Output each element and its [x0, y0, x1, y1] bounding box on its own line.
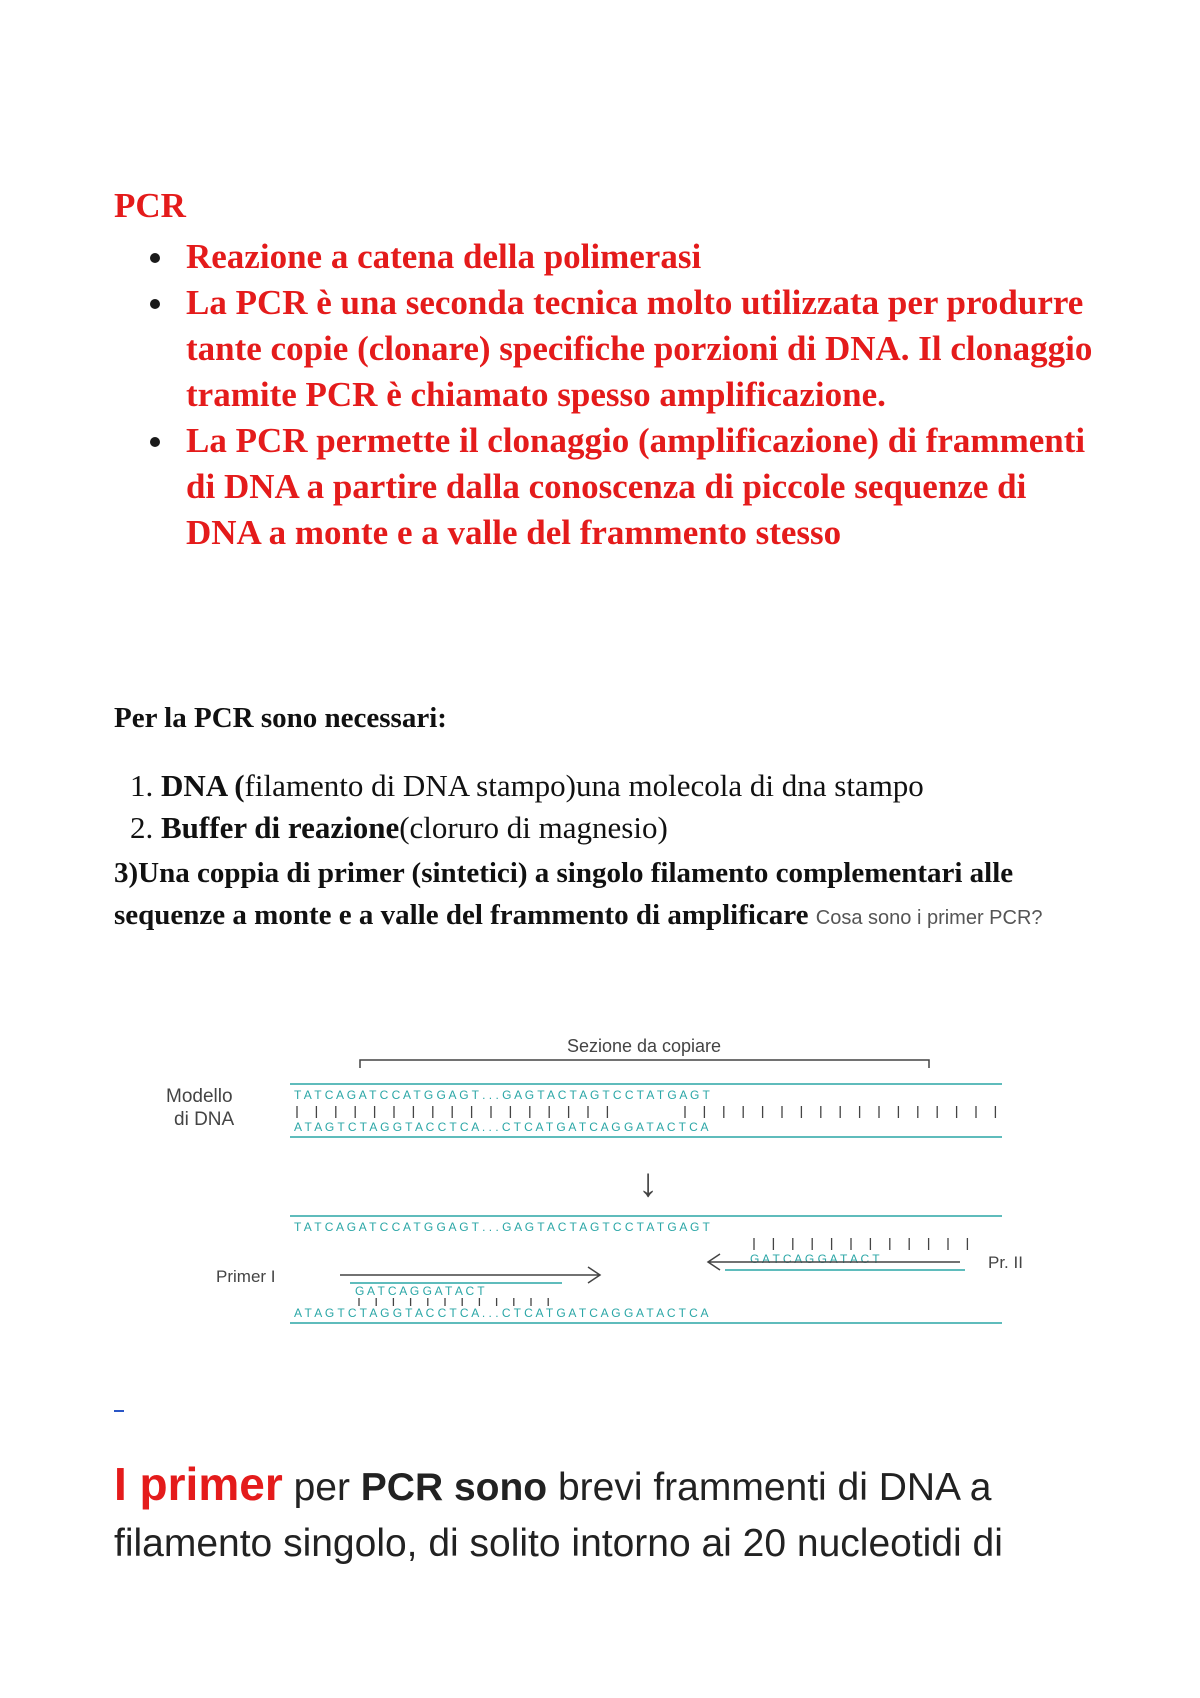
closing-bold-text: PCR sono — [360, 1466, 548, 1509]
bottom-strand-seq: A T A G T C T A G G T A C C T C A . . . C T C A T G A T C A G G A T A C T C A — [294, 1120, 709, 1134]
primer1-seq: G A T C A G G A T A C T — [355, 1284, 485, 1298]
down-arrow-icon: ↓ — [638, 1161, 658, 1205]
requirements-list — [130, 765, 1130, 849]
section-bracket — [360, 1060, 929, 1068]
primer1-base-ticks — [359, 1298, 548, 1306]
model-label: Modello — [166, 1086, 233, 1107]
primer1-label: Primer I — [216, 1267, 276, 1286]
list-item — [186, 280, 1106, 418]
primer-requirement-text: 3)Una coppia di primer (sintetici) a singolo filamento complementari alle sequenze a monte e a valle del frammento di amplificare — [114, 857, 1014, 931]
primer2-label: Pr. II — [988, 1253, 1023, 1272]
primer1-arrow-icon — [340, 1267, 600, 1283]
bullet-text: Reazione a catena della polimerasi — [186, 237, 702, 276]
item-bold: DNA ( — [161, 768, 245, 803]
pcr-bullet-list — [186, 234, 1106, 556]
primer-requirement — [114, 852, 1114, 939]
bullet-icon — [150, 437, 160, 447]
top-strand-seq: T A T C A G A T C C A T G G A G T . . . G A G T A C T A G T C C T A T G A G T — [294, 1088, 710, 1102]
closing-text: per — [282, 1466, 361, 1509]
item-text: (cloruro di magnesio) — [399, 810, 668, 845]
section-label: Sezione da copiare — [566, 1036, 722, 1056]
primer2-seq: G A T C A G G A T A C T — [750, 1252, 880, 1266]
complement-strand-seq: A T A G T C T A G G T A C C T C A . . . C T C A T G A T C A G G A T A C T C A — [294, 1306, 709, 1320]
list-item — [130, 765, 1130, 807]
primer-question: Cosa sono i primer PCR? — [815, 907, 1043, 929]
blue-dash — [114, 1410, 124, 1412]
template-strand-seq: T A T C A G A T C C A T G G A G T . . . G A G T A C T A G T C C T A T G A G T — [294, 1220, 710, 1234]
pcr-diagram — [160, 1030, 1060, 1330]
closing-paragraph — [114, 1456, 1134, 1572]
item-number: 2. — [130, 810, 154, 845]
list-item — [186, 234, 1106, 280]
bullet-text: La PCR è una seconda tecnica molto utilizzata per produrre tante copie (clonare) specifiche porzioni di DNA. Il clonaggio tramite PCR è chiamato spesso amplificazione. — [186, 283, 1093, 414]
closing-text: brevi frammenti di DNA a filamento singolo, di solito intorno ai 20 nucleotidi di — [114, 1466, 1003, 1565]
bullet-icon — [150, 299, 160, 309]
item-number: 1. — [130, 768, 154, 803]
bullet-icon — [150, 253, 160, 263]
list-item — [186, 418, 1106, 556]
item-bold: Buffer di reazione — [161, 810, 400, 845]
list-item — [130, 807, 1130, 849]
bullet-text: La PCR permette il clonaggio (amplificazione) di frammenti di DNA a partire dalla conoscenza di piccole sequenze di DNA a monte e a valle del frammento stesso — [186, 421, 1086, 552]
model-label-line2: di DNA — [174, 1109, 235, 1130]
requirements-heading: Per la PCR sono necessari: — [114, 702, 447, 734]
base-pair-ticks — [297, 1106, 995, 1118]
closing-red-text: I primer — [114, 1458, 283, 1510]
item-text: filamento di DNA stampo)una molecola di dna stampo — [244, 768, 924, 803]
page-title: PCR — [114, 186, 186, 225]
primer2-base-ticks — [754, 1238, 967, 1250]
